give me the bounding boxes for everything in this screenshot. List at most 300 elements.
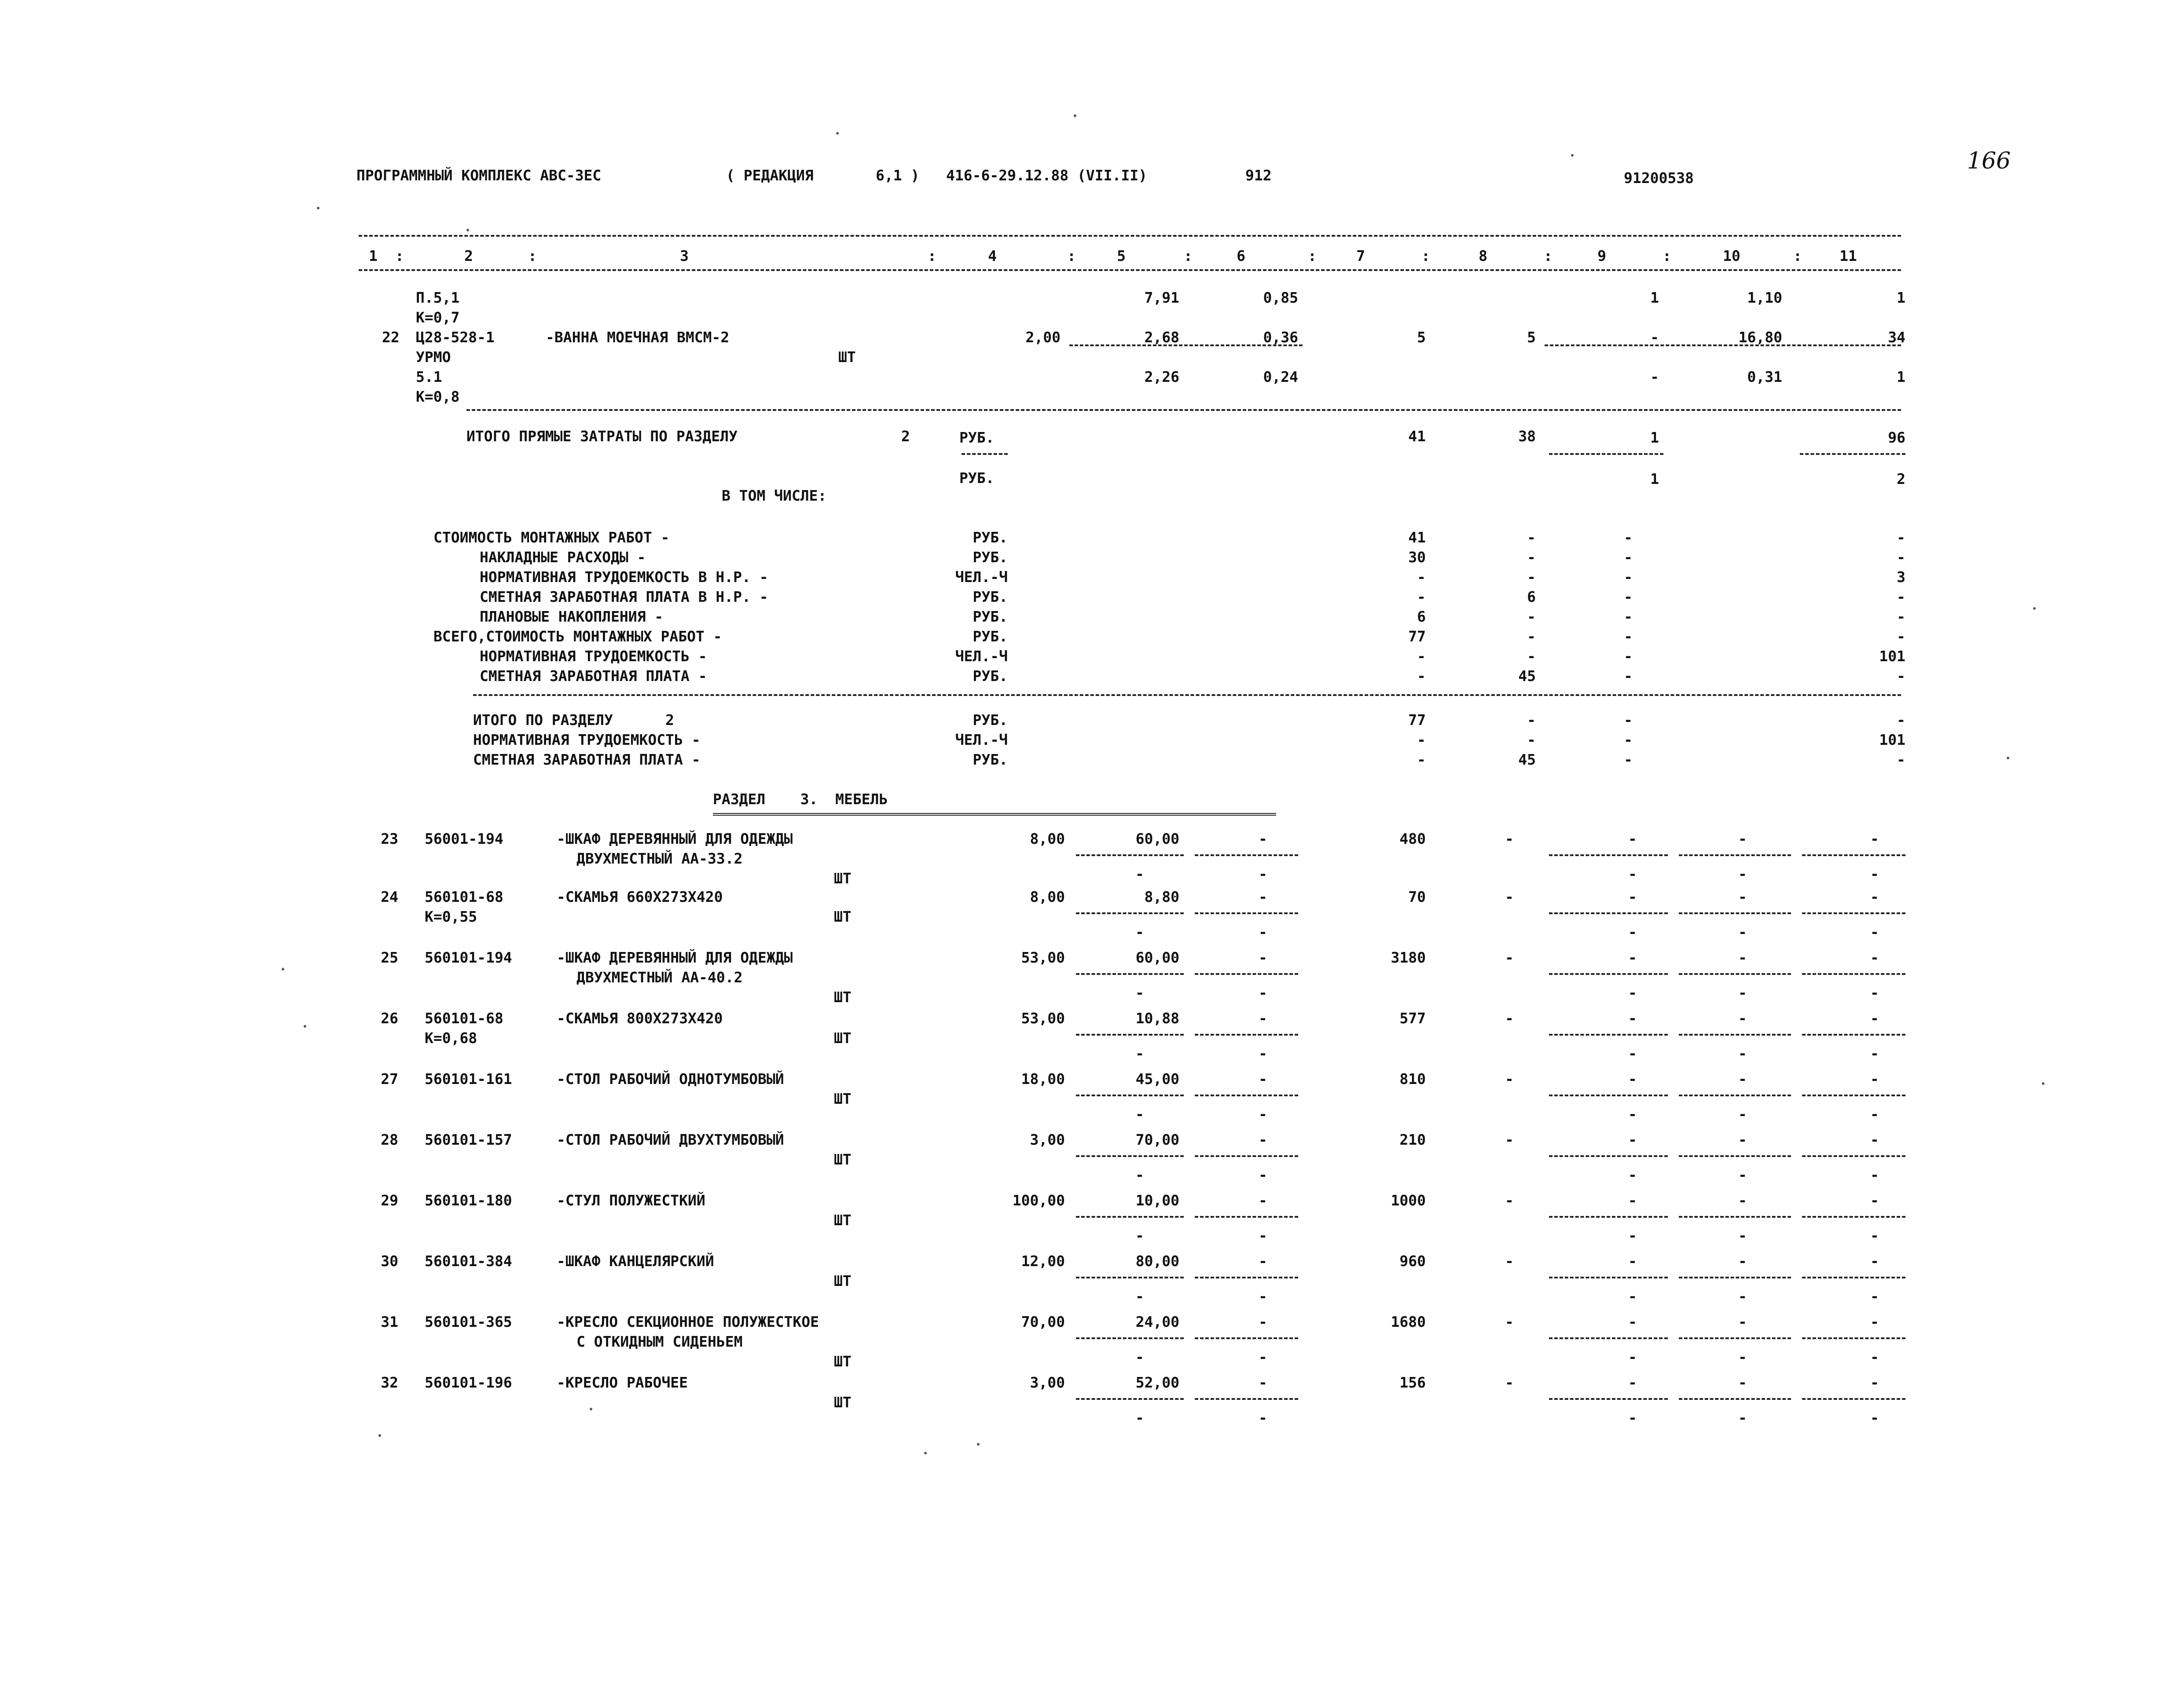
cell-c9: - xyxy=(1624,608,1633,625)
sub-c11: - xyxy=(1870,1045,1879,1062)
value-underline xyxy=(1076,1337,1184,1339)
cell-c8: 5 xyxy=(1527,329,1536,346)
value-underline xyxy=(1076,1155,1184,1157)
sub-dash: - xyxy=(1135,923,1144,941)
sub-c11: - xyxy=(1870,1166,1879,1183)
sub-dash: - xyxy=(1135,1045,1144,1062)
cell-c9: - xyxy=(1628,1070,1637,1088)
cell-c11: - xyxy=(1870,888,1879,905)
quantity: 18,00 xyxy=(1021,1070,1065,1088)
cell-c11: 1 xyxy=(1897,289,1905,306)
item-number: 31 xyxy=(381,1313,398,1330)
sub-dash: - xyxy=(1135,984,1144,1001)
cell-c8: - xyxy=(1527,731,1536,748)
item-name: -СТУЛ ПОЛУЖЕСТКИЙ xyxy=(557,1192,705,1209)
value-underline xyxy=(1195,1216,1298,1218)
cell-c7: 41 xyxy=(1408,529,1426,546)
value-underline xyxy=(1195,1095,1298,1096)
sub-c10: - xyxy=(1738,984,1747,1001)
cell-c11: - xyxy=(1870,1313,1879,1330)
total-cost: 156 xyxy=(1399,1374,1426,1391)
unit-price: 52,00 xyxy=(1135,1374,1179,1391)
cell-c9: 1 xyxy=(1650,429,1659,446)
value-underline xyxy=(1195,1398,1298,1400)
value-underline xyxy=(1679,1337,1791,1339)
item-name: -СКАМЬЯ 800Х273Х420 xyxy=(557,1010,723,1027)
section-title: РАЗДЕЛ 3. МЕБЕЛЬ xyxy=(713,791,888,808)
cell-c8: - xyxy=(1505,1313,1514,1330)
cell-c11: - xyxy=(1870,1192,1879,1209)
sub-dash: - xyxy=(1135,1288,1144,1305)
unit-price: 80,00 xyxy=(1135,1252,1179,1270)
cell-c8: - xyxy=(1505,1252,1514,1270)
cell-c9: - xyxy=(1628,949,1637,966)
value-underline xyxy=(1195,1155,1298,1157)
cell-c8: - xyxy=(1505,1131,1514,1148)
total-underline xyxy=(1800,453,1905,455)
cell-c7: - xyxy=(1417,731,1426,748)
cell-c9: - xyxy=(1628,1374,1637,1391)
section-total-label: ИТОГО ПО РАЗДЕЛУ 2 xyxy=(473,711,674,729)
sub-dash: - xyxy=(1259,865,1267,882)
item-number: 32 xyxy=(381,1374,398,1391)
item-name-continuation: ДВУХМЕСТНЫЙ АА-33.2 xyxy=(576,850,743,867)
value-underline xyxy=(1679,1277,1791,1278)
subtotal-rule xyxy=(1069,344,1303,346)
quantity: 3,00 xyxy=(1030,1131,1065,1148)
cell-c6: - xyxy=(1259,949,1267,966)
cell-c11: 34 xyxy=(1888,329,1905,346)
value-underline xyxy=(1549,1155,1668,1157)
value-underline xyxy=(1802,1034,1905,1036)
sub-c10: - xyxy=(1738,1045,1747,1062)
sub-c10: - xyxy=(1738,865,1747,882)
cell-c7: - xyxy=(1417,648,1426,665)
rate-code: УРМО xyxy=(416,348,451,366)
column-separator: : xyxy=(1421,247,1430,264)
cell-c10: - xyxy=(1738,830,1747,847)
cell-c8: - xyxy=(1505,1010,1514,1027)
cell-c10: - xyxy=(1738,888,1747,905)
cell-c10: - xyxy=(1738,1010,1747,1027)
value-underline xyxy=(1802,1216,1905,1218)
column-separator: : xyxy=(1793,247,1802,264)
column-5-header: 5 xyxy=(1117,247,1126,264)
value-underline xyxy=(1679,912,1791,914)
cell-c11: 2 xyxy=(1897,470,1905,487)
sub-c9: - xyxy=(1628,1166,1637,1183)
unit-label: ШТ xyxy=(834,989,852,1006)
cell-c9: - xyxy=(1650,329,1659,346)
sub-c11: - xyxy=(1870,1227,1879,1244)
item-code: 560101-68 xyxy=(425,1010,503,1027)
cell-c7: 6 xyxy=(1417,608,1426,625)
unit-label: РУБ. xyxy=(973,711,1008,729)
cell-c7: 30 xyxy=(1408,549,1426,566)
unit-label: ШТ xyxy=(834,1151,852,1168)
edition-label: ( РЕДАКЦИЯ xyxy=(726,167,814,184)
sub-c9: - xyxy=(1628,923,1637,941)
cell-c11: - xyxy=(1870,1070,1879,1088)
cell-c7: 77 xyxy=(1408,628,1426,645)
value-underline xyxy=(1802,854,1905,856)
item-number: 29 xyxy=(381,1192,398,1209)
cell-c6: - xyxy=(1259,1070,1267,1088)
unit-label: РУБ. xyxy=(973,549,1008,566)
column-4-header: 4 xyxy=(988,247,997,264)
item-name: -ШКАФ ДЕРЕВЯННЫЙ ДЛЯ ОДЕЖДЫ xyxy=(557,830,793,847)
cell-c11: - xyxy=(1870,1252,1879,1270)
item-code: 560101-365 xyxy=(425,1313,512,1330)
cell-c6: - xyxy=(1259,1374,1267,1391)
cell-c9: - xyxy=(1624,549,1633,566)
sub-dash: - xyxy=(1259,923,1267,941)
unit-label: ШТ xyxy=(834,908,852,925)
scan-speck xyxy=(2033,607,2036,610)
sub-c9: - xyxy=(1628,1106,1637,1123)
item-number: 24 xyxy=(381,888,398,905)
unit-label: ШТ xyxy=(834,1394,852,1411)
sub-c11: - xyxy=(1870,865,1879,882)
item-code: 560101-68 xyxy=(425,888,503,905)
sub-c10: - xyxy=(1738,1227,1747,1244)
value-underline xyxy=(1195,912,1298,914)
scan-speck xyxy=(378,1434,381,1437)
value-underline xyxy=(1549,912,1668,914)
sub-c9: - xyxy=(1628,865,1637,882)
cell-c5: 2,68 xyxy=(1144,329,1179,346)
breakdown-label: СМЕТНАЯ ЗАРАБОТНАЯ ПЛАТА - xyxy=(480,667,707,685)
sub-dash: - xyxy=(1135,865,1144,882)
cell-c11: - xyxy=(1870,949,1879,966)
cell-c11: - xyxy=(1870,1131,1879,1148)
cell-c9: - xyxy=(1624,667,1633,685)
unit-label: РУБ. xyxy=(973,588,1008,605)
cell-c6: - xyxy=(1259,1252,1267,1270)
item-name: -ШКАФ КАНЦЕЛЯРСКИЙ xyxy=(557,1252,714,1270)
sub-dash: - xyxy=(1259,1227,1267,1244)
cell-c10: - xyxy=(1738,1313,1747,1330)
cell-c10: - xyxy=(1738,1131,1747,1148)
sub-c9: - xyxy=(1628,1227,1637,1244)
column-separator: : xyxy=(1308,247,1317,264)
cell-c11: - xyxy=(1897,667,1905,685)
sub-c10: - xyxy=(1738,923,1747,941)
value-underline xyxy=(1195,973,1298,975)
item-name-continuation: ДВУХМЕСТНЫЙ АА-40.2 xyxy=(576,969,743,986)
value-underline xyxy=(1802,1277,1905,1278)
breakdown-label: НОРМАТИВНАЯ ТРУДОЕМКОСТЬ В Н.Р. - xyxy=(480,568,768,586)
value-underline xyxy=(1802,1337,1905,1339)
cell-c10: - xyxy=(1738,1252,1747,1270)
item-code: 56001-194 xyxy=(425,830,503,847)
total-cost: 1680 xyxy=(1391,1313,1426,1330)
item-code: 560101-161 xyxy=(425,1070,512,1088)
cell-c6: - xyxy=(1259,888,1267,905)
cell-c9: - xyxy=(1624,711,1633,729)
sub-c11: - xyxy=(1870,1106,1879,1123)
value-underline xyxy=(1679,1095,1791,1096)
scan-speck xyxy=(977,1443,980,1446)
cell-c10: 16,80 xyxy=(1738,329,1782,346)
section-number: 2 xyxy=(901,428,910,445)
total-cost: 70 xyxy=(1408,888,1426,905)
cell-c9: - xyxy=(1628,1313,1637,1330)
sub-dash: - xyxy=(1259,1288,1267,1305)
cell-c10: - xyxy=(1738,1192,1747,1209)
total-cost: 210 xyxy=(1399,1131,1426,1148)
cell-c8: - xyxy=(1527,568,1536,586)
scan-speck xyxy=(836,132,839,135)
scan-speck xyxy=(304,1025,306,1028)
column-6-header: 6 xyxy=(1237,247,1245,264)
quantity: 53,00 xyxy=(1021,1010,1065,1027)
cell-c9: - xyxy=(1624,628,1633,645)
quantity: 8,00 xyxy=(1030,888,1065,905)
cell-c11: 1 xyxy=(1897,368,1905,385)
column-separator: : xyxy=(528,247,537,264)
item-number: 26 xyxy=(381,1010,398,1027)
scan-speck xyxy=(2007,757,2009,759)
value-underline xyxy=(1679,973,1791,975)
item-code: 560101-196 xyxy=(425,1374,512,1391)
cell-c9: - xyxy=(1624,588,1633,605)
item-code: 560101-384 xyxy=(425,1252,512,1270)
sub-dash: - xyxy=(1135,1348,1144,1366)
value-underline xyxy=(1076,912,1184,914)
total-cost: 810 xyxy=(1399,1070,1426,1088)
value-underline xyxy=(1195,1337,1298,1339)
page-number: 166 xyxy=(1967,148,2011,174)
unit-price: 10,00 xyxy=(1135,1192,1179,1209)
including-label: В ТОМ ЧИСЛЕ: xyxy=(722,487,827,504)
scan-speck xyxy=(317,207,319,209)
sub-c9: - xyxy=(1628,1348,1637,1366)
coefficient: К=0,68 xyxy=(425,1029,477,1047)
section-rule xyxy=(466,409,1901,411)
section-total-label: СМЕТНАЯ ЗАРАБОТНАЯ ПЛАТА - xyxy=(473,751,701,768)
cell-c8: - xyxy=(1505,830,1514,847)
cell-c7: - xyxy=(1417,751,1426,768)
cell-c9: 1 xyxy=(1650,289,1659,306)
scan-speck xyxy=(282,968,284,970)
cell-c9: 1 xyxy=(1650,470,1659,487)
sub-dash: - xyxy=(1259,984,1267,1001)
cell-c8: - xyxy=(1527,648,1536,665)
rate-code: П.5,1 xyxy=(416,289,460,306)
cell-c11: - xyxy=(1870,1374,1879,1391)
unit-label: ШТ xyxy=(834,1212,852,1229)
section-title-underline xyxy=(713,813,1276,816)
cell-c8: - xyxy=(1527,529,1536,546)
rate-code: 5.1 xyxy=(416,368,442,385)
column-9-header: 9 xyxy=(1597,247,1606,264)
column-2-header: 2 xyxy=(464,247,473,264)
row-number: 22 xyxy=(382,329,400,346)
column-separator: : xyxy=(1663,247,1671,264)
value-underline xyxy=(1549,1216,1668,1218)
column-1-header: 1 xyxy=(369,247,378,264)
cell-c9: - xyxy=(1624,731,1633,748)
cell-c5: 7,91 xyxy=(1144,289,1179,306)
column-separator: : xyxy=(395,247,404,264)
sub-dash: - xyxy=(1135,1106,1144,1123)
item-name-continuation: С ОТКИДНЫМ СИДЕНЬЕМ xyxy=(576,1333,743,1350)
value-underline xyxy=(1679,854,1791,856)
breakdown-label: ПЛАНОВЫЕ НАКОПЛЕНИЯ - xyxy=(480,608,664,625)
sub-dash: - xyxy=(1259,1045,1267,1062)
total-underline xyxy=(1549,453,1663,455)
cell-c11: - xyxy=(1897,588,1905,605)
quantity: 8,00 xyxy=(1030,830,1065,847)
cell-c8: - xyxy=(1505,1192,1514,1209)
value-underline xyxy=(1802,973,1905,975)
cell-c9: - xyxy=(1624,529,1633,546)
sub-c11: - xyxy=(1870,984,1879,1001)
cell-c9: - xyxy=(1624,751,1633,768)
unit-price: 60,00 xyxy=(1135,830,1179,847)
sub-c9: - xyxy=(1628,1288,1637,1305)
sub-dash: - xyxy=(1259,1106,1267,1123)
value-underline xyxy=(1549,1277,1668,1278)
cell-c7: - xyxy=(1417,667,1426,685)
cell-c6: 0,36 xyxy=(1263,329,1298,346)
quantity: 100,00 xyxy=(1012,1192,1065,1209)
cell-c6: - xyxy=(1259,1192,1267,1209)
scan-speck xyxy=(1571,154,1574,157)
total-cost: 1000 xyxy=(1391,1192,1426,1209)
sub-dash: - xyxy=(1259,1166,1267,1183)
scan-speck xyxy=(2042,1082,2045,1085)
cell-c11: - xyxy=(1870,1010,1879,1027)
item-number: 27 xyxy=(381,1070,398,1088)
unit-price: 70,00 xyxy=(1135,1131,1179,1148)
value-underline xyxy=(1802,912,1905,914)
value-underline xyxy=(1802,1155,1905,1157)
total-cost: 577 xyxy=(1399,1010,1426,1027)
cell-c8: 45 xyxy=(1518,751,1536,768)
value-underline xyxy=(1195,1277,1298,1278)
sub-dash: - xyxy=(1135,1227,1144,1244)
total-cost: 480 xyxy=(1399,830,1426,847)
breakdown-label: ВСЕГО,СТОИМОСТЬ МОНТАЖНЫХ РАБОТ - xyxy=(433,628,722,645)
sub-dash: - xyxy=(1135,1409,1144,1426)
item-name: -КРЕСЛО СЕКЦИОННОЕ ПОЛУЖЕСТКОЕ xyxy=(557,1313,819,1330)
unit-label: РУБ. xyxy=(973,751,1008,768)
cell-c8: - xyxy=(1527,549,1536,566)
cell-c7: - xyxy=(1417,588,1426,605)
cell-c9: - xyxy=(1650,368,1659,385)
item-name: -СКАМЬЯ 660Х273Х420 xyxy=(557,888,723,905)
value-underline xyxy=(1549,1095,1668,1096)
cell-c8: 45 xyxy=(1518,667,1536,685)
cell-c11: 96 xyxy=(1888,429,1905,446)
rate-code: К=0,8 xyxy=(416,388,460,405)
item-name: -СТОЛ РАБОЧИЙ ДВУХТУМБОВЫЙ xyxy=(557,1131,784,1148)
cell-c8: - xyxy=(1527,628,1536,645)
unit-label: РУБ. xyxy=(959,469,995,487)
cell-c8: - xyxy=(1527,608,1536,625)
value-underline xyxy=(1076,973,1184,975)
unit-label: ШТ xyxy=(834,1029,852,1047)
cell-c6: 0,24 xyxy=(1263,368,1298,385)
cell-c7: 41 xyxy=(1408,428,1426,445)
cell-c9: - xyxy=(1628,1131,1637,1148)
item-name: -СТОЛ РАБОЧИЙ ОДНОТУМБОВЫЙ xyxy=(557,1070,784,1088)
cell-c11: 101 xyxy=(1879,731,1905,748)
unit-label: ШТ xyxy=(838,348,856,366)
column-separator: : xyxy=(1184,247,1193,264)
unit-label: РУБ. xyxy=(973,608,1008,625)
cell-c9: - xyxy=(1624,648,1633,665)
cell-c11: - xyxy=(1897,549,1905,566)
total-cost: 960 xyxy=(1399,1252,1426,1270)
item-name: -КРЕСЛО РАБОЧЕЕ xyxy=(557,1374,688,1391)
value-underline xyxy=(1802,1398,1905,1400)
cell-c11: - xyxy=(1870,830,1879,847)
cell-c8: 38 xyxy=(1518,428,1536,445)
column-10-header: 10 xyxy=(1723,247,1740,264)
cell-c10: - xyxy=(1738,1070,1747,1088)
quantity: 70,00 xyxy=(1021,1313,1065,1330)
value-underline xyxy=(1195,854,1298,856)
sub-dash: - xyxy=(1259,1348,1267,1366)
unit-label: ШТ xyxy=(834,870,852,887)
unit-label: РУБ. xyxy=(973,529,1008,546)
scan-speck xyxy=(466,229,469,231)
value-underline xyxy=(1549,1034,1668,1036)
section-total-label: НОРМАТИВНАЯ ТРУДОЕМКОСТЬ - xyxy=(473,731,701,748)
cell-c9: - xyxy=(1628,1192,1637,1209)
sub-dash: - xyxy=(1135,1166,1144,1183)
sub-dash: - xyxy=(1259,1409,1267,1426)
sub-c11: - xyxy=(1870,1348,1879,1366)
item-name: -ВАННА МОЕЧНАЯ ВМСМ-2 xyxy=(546,329,730,346)
cell-c11: 101 xyxy=(1879,648,1905,665)
unit-label: ЧЕЛ.-Ч xyxy=(955,568,1008,586)
value-underline xyxy=(1076,1034,1184,1036)
unit-underline xyxy=(962,453,1008,455)
item-number: 30 xyxy=(381,1252,398,1270)
cell-c11: - xyxy=(1897,529,1905,546)
value-underline xyxy=(1076,1398,1184,1400)
cell-c8: 6 xyxy=(1527,588,1536,605)
sub-c10: - xyxy=(1738,1166,1747,1183)
header-rule-bottom xyxy=(359,269,1901,271)
column-8-header: 8 xyxy=(1479,247,1487,264)
sub-c9: - xyxy=(1628,1409,1637,1426)
column-11-header: 11 xyxy=(1839,247,1857,264)
unit-label: ШТ xyxy=(834,1272,852,1289)
version-label: 6,1 ) xyxy=(876,167,920,184)
cell-c10: 1,10 xyxy=(1747,289,1782,306)
cell-c11: - xyxy=(1897,751,1905,768)
value-underline xyxy=(1549,1398,1668,1400)
breakdown-label: СТОИМОСТЬ МОНТАЖНЫХ РАБОТ - xyxy=(433,529,670,546)
item-code: 560101-180 xyxy=(425,1192,512,1209)
cell-c7: - xyxy=(1417,568,1426,586)
item-number: 23 xyxy=(381,830,398,847)
cell-c4: 2,00 xyxy=(1025,329,1061,346)
item-number: 28 xyxy=(381,1131,398,1148)
sub-c11: - xyxy=(1870,1288,1879,1305)
cell-c9: - xyxy=(1628,1252,1637,1270)
column-separator: : xyxy=(928,247,936,264)
unit-label: ЧЕЛ.-Ч xyxy=(955,731,1008,748)
value-underline xyxy=(1076,854,1184,856)
value-underline xyxy=(1679,1216,1791,1218)
sub-c11: - xyxy=(1870,923,1879,941)
